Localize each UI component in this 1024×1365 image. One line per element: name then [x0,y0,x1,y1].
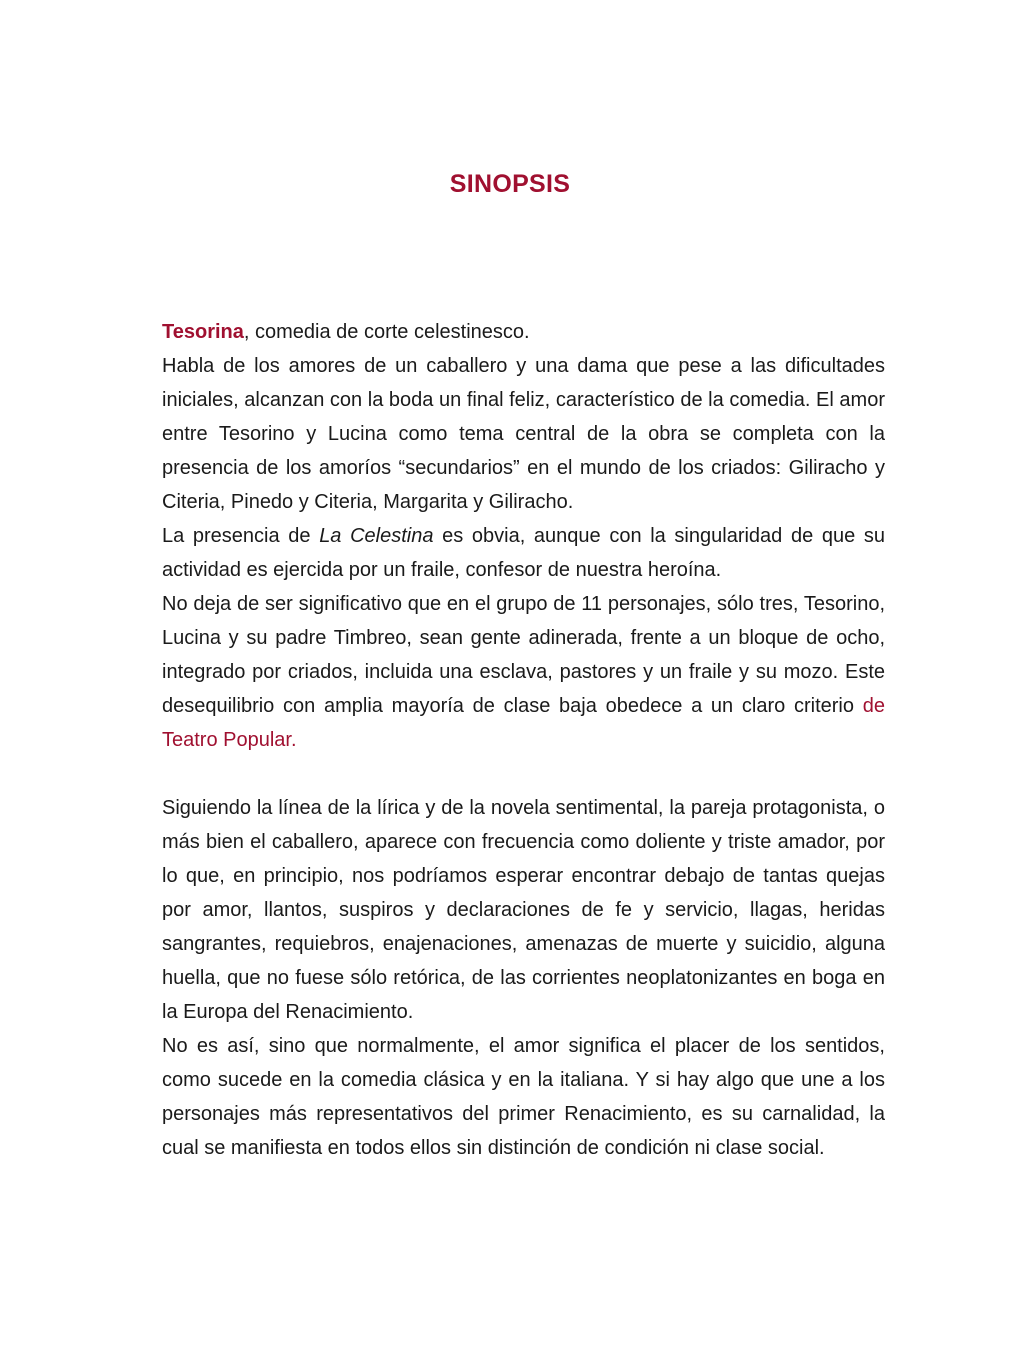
synopsis-body [162,315,885,1165]
paragraph-3-text: No deja de ser significativo que en el grupo de 11 personajes, sólo tres, Tesorino, Lucina y su padre Timbreo, sean gente adinerada, frente a un bloque de ocho, integrado por criados, incluida una esclava, pastores y un fraile y su mozo. Este desequilibrio con amplia mayoría de clase baja obedece a un claro criterio [162,593,885,717]
play-name: Tesorina [162,321,244,343]
paragraph-spacer [162,757,885,791]
paragraph-5: No es así, sino que normalmente, el amor significa el placer de los sentidos, como sucede en la comedia clásica y en la italiana. Y si hay algo que une a los personajes más representativos del primer Renacimiento, es su carnalidad, la cual se manifiesta en todos ellos sin distinción de condición ni clase social. [162,1035,885,1159]
page-title: SINOPSIS [449,170,571,198]
paragraph-1: Habla de los amores de un caballero y una dama que pese a las dificultades iniciales, alcanzan con la boda un final feliz, característico de la comedia. El amor entre Tesorino y Lucina como tema central de la obra se completa con la presencia de los amoríos “secundarios” en el mundo de los criados: Giliracho y Citeria, Pinedo y Citeria, Margarita y Giliracho. [162,355,885,513]
paragraph-3-accent: de Teatro Popular. [162,695,885,751]
paragraph-4: Siguiendo la línea de la lírica y de la novela sentimental, la pareja protagonista, o más bien el caballero, aparece con frecuencia como doliente y triste amador, por lo que, en principio, nos podríamos esperar encontrar debajo de tantas quejas por amor, llantos, suspiros y declaraciones de fe y servicio, llagas, heridas sangrantes, requiebros, enajenaciones, amenazas de muerte y suicidio, alguna huella, que no fuese sólo retórica, de las corrientes neoplatonizantes en boga en la Europa del Renacimiento. [162,797,885,1023]
intro-subtitle: , comedia de corte celestinesco. [243,321,530,343]
paragraph-2-italic: La Celestina [319,525,434,547]
paragraph-2-before: La presencia de [162,525,320,547]
paragraph-2 [162,519,885,587]
intro-line [162,315,885,349]
paragraph-2-after: es obvia, aunque con la singularidad de que su actividad es ejercida por un fraile, confesor de nuestra heroína. [162,525,885,581]
paragraph-3 [162,587,885,757]
